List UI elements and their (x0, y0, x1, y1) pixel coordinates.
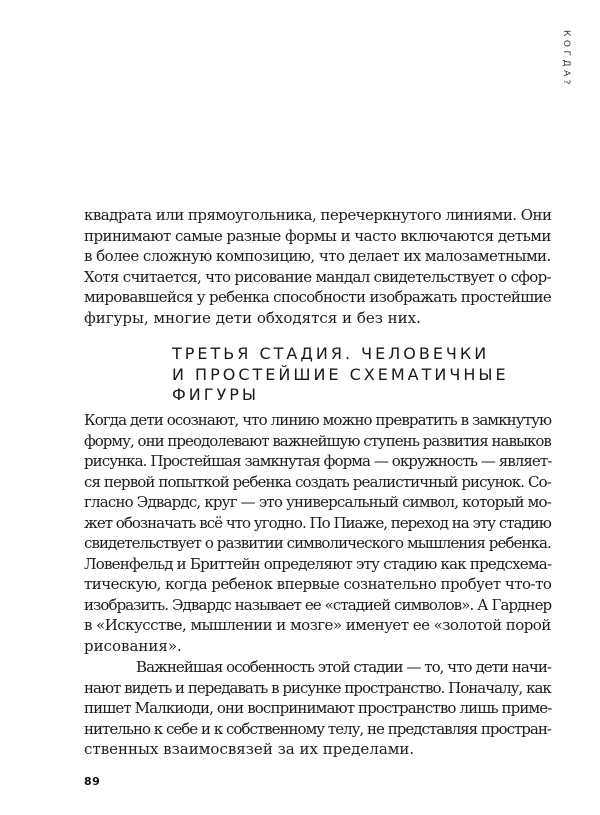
text-line: мировавшейся у ребенка способности изображать простейшие (84, 288, 552, 306)
text-line: Ловенфельд и Бриттейн определяют эту стадию как предсхема- (84, 554, 552, 573)
text-line: изобразить. Эдвардс называет ее «стадией символов». А Гарднер (84, 595, 552, 614)
paragraph-2 (84, 410, 554, 656)
text-line: пишет Малкиоди, они воспринимают пространство лишь приме- (84, 699, 552, 717)
text-line: свидетельствует о развитии символического мышления ребенка. (84, 534, 551, 552)
section-heading (172, 344, 562, 406)
text-line: гласно Эдвардс, круг — это универсальный символ, который мо- (84, 493, 551, 511)
heading-line: ФИГУРЫ (172, 385, 260, 404)
text-line: ственных взаимосвязей за их пределами. (84, 740, 415, 758)
text-line: рисования». (84, 636, 182, 655)
page-number: 89 (84, 775, 101, 788)
text-line: принимают самые разные формы и часто включаются детьми (84, 226, 551, 245)
text-line: форму, они преодолевают важнейшую ступень развития навыков (84, 431, 551, 450)
text-line: Хотя считается, что рисование мандал свидетельствует о сфор- (84, 267, 551, 286)
text-line: в более сложную композицию, что делает их малозаметными. (84, 247, 551, 265)
text-line: квадрата или прямоугольника, перечеркнутого линиями. Они (84, 206, 552, 224)
text-line: нают видеть и передавать в рисунке пространство. Поначалу, как (84, 678, 551, 697)
heading-line: И ПРОСТЕЙШИЕ СХЕМАТИЧНЫЕ (172, 364, 509, 384)
text-line: тическую, когда ребенок впервые сознательно пробует что-то (84, 575, 552, 593)
heading-line: ТРЕТЬЯ СТАДИЯ. ЧЕЛОВЕЧКИ (172, 344, 490, 363)
text-line: жет обозначать всё что угодно. По Пиаже, переход на эту стадию (84, 513, 551, 532)
text-line: рисунка. Простейшая замкнутая форма — окружность — являет- (84, 452, 552, 470)
text-line: нительно к себе и к собственному телу, не представляя простран- (84, 719, 551, 738)
paragraph-1 (84, 205, 554, 328)
running-head: КОГДА? (561, 30, 571, 88)
text-line: ся первой попыткой ребенка создать реалистичный рисунок. Со- (84, 472, 551, 491)
text-line: Когда дети осознают, что линию можно превратить в замкнутую (84, 411, 552, 429)
text-line: в «Искусстве, мышлении и мозге» именует ее «золотой порой (84, 616, 551, 634)
text-line: Важнейшая особенность этой стадии — то, что дети начи- (136, 658, 551, 676)
text-line: фигуры, многие дети обходятся и без них. (84, 308, 421, 327)
paragraph-3 (84, 657, 554, 760)
